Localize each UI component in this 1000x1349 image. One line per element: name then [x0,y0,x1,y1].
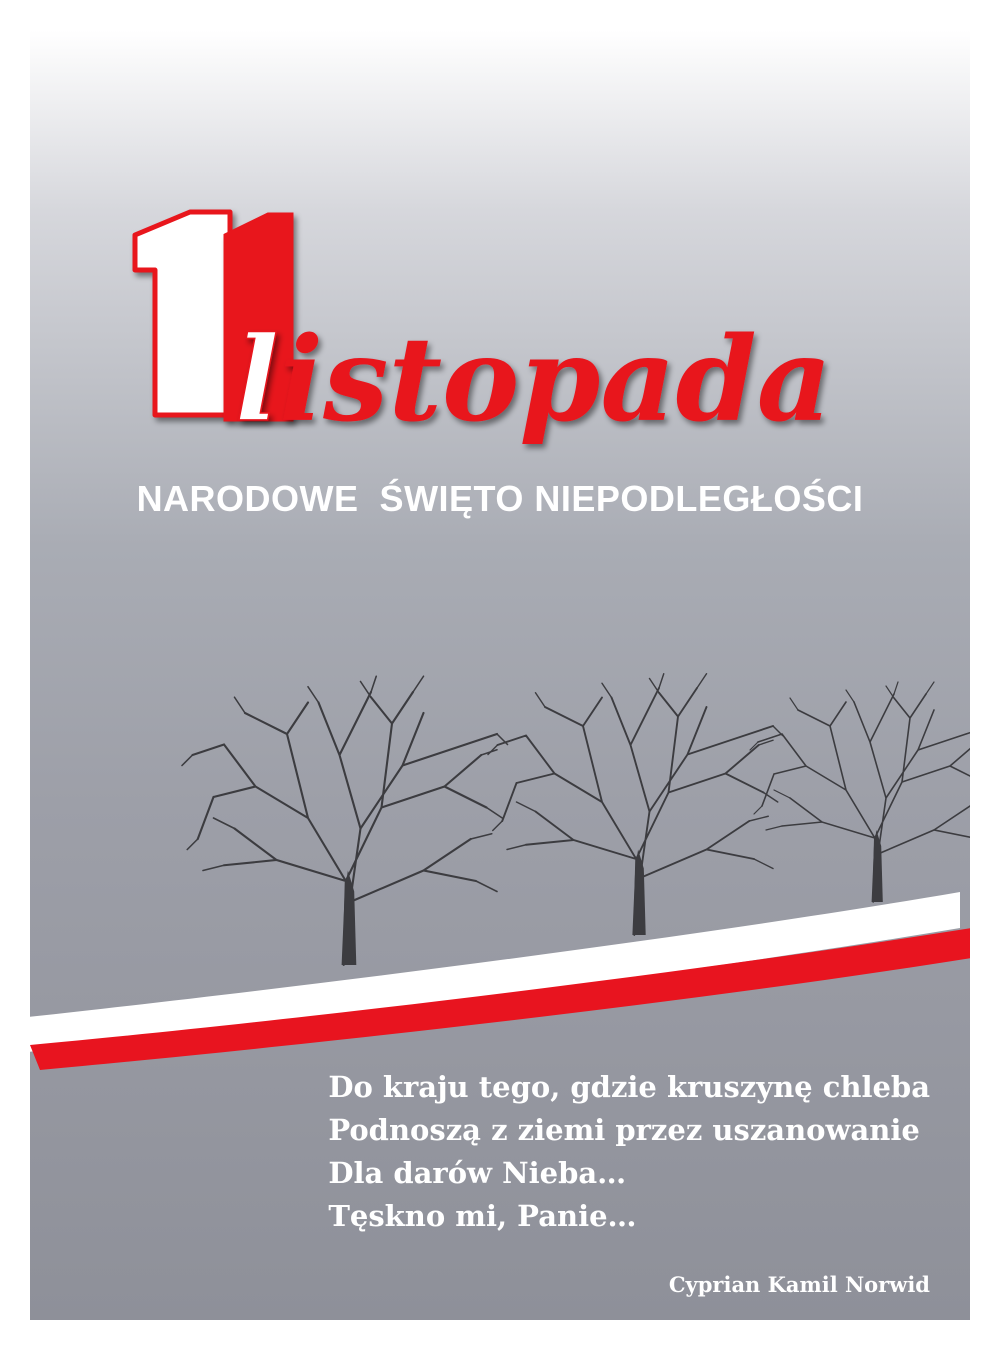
poem-author: Cyprian Kamil Norwid [668,1272,930,1297]
bare-tree-icon [488,674,783,935]
bare-tree-icon [750,682,970,902]
flag-ribbon [30,892,970,1070]
poem-line: Podnoszą z ziemi przez uszanowanie [328,1113,920,1147]
poem [328,1066,930,1238]
heading-rest: istopada [279,312,832,448]
subtitle: NARODOWE ŚWIĘTO NIEPODLEGŁOŚCI [136,478,864,519]
heading-word [235,312,832,448]
poem-line: Tęskno mi, Panie… [328,1199,637,1233]
heading-first-letter: l [235,312,280,448]
number-one-white-icon [135,212,230,415]
poem-line: Do kraju tego, gdzie kruszynę chleba [328,1070,930,1104]
bare-tree-icon [182,676,508,965]
poem-line: Dla darów Nieba… [328,1156,627,1190]
poster [30,30,970,1320]
